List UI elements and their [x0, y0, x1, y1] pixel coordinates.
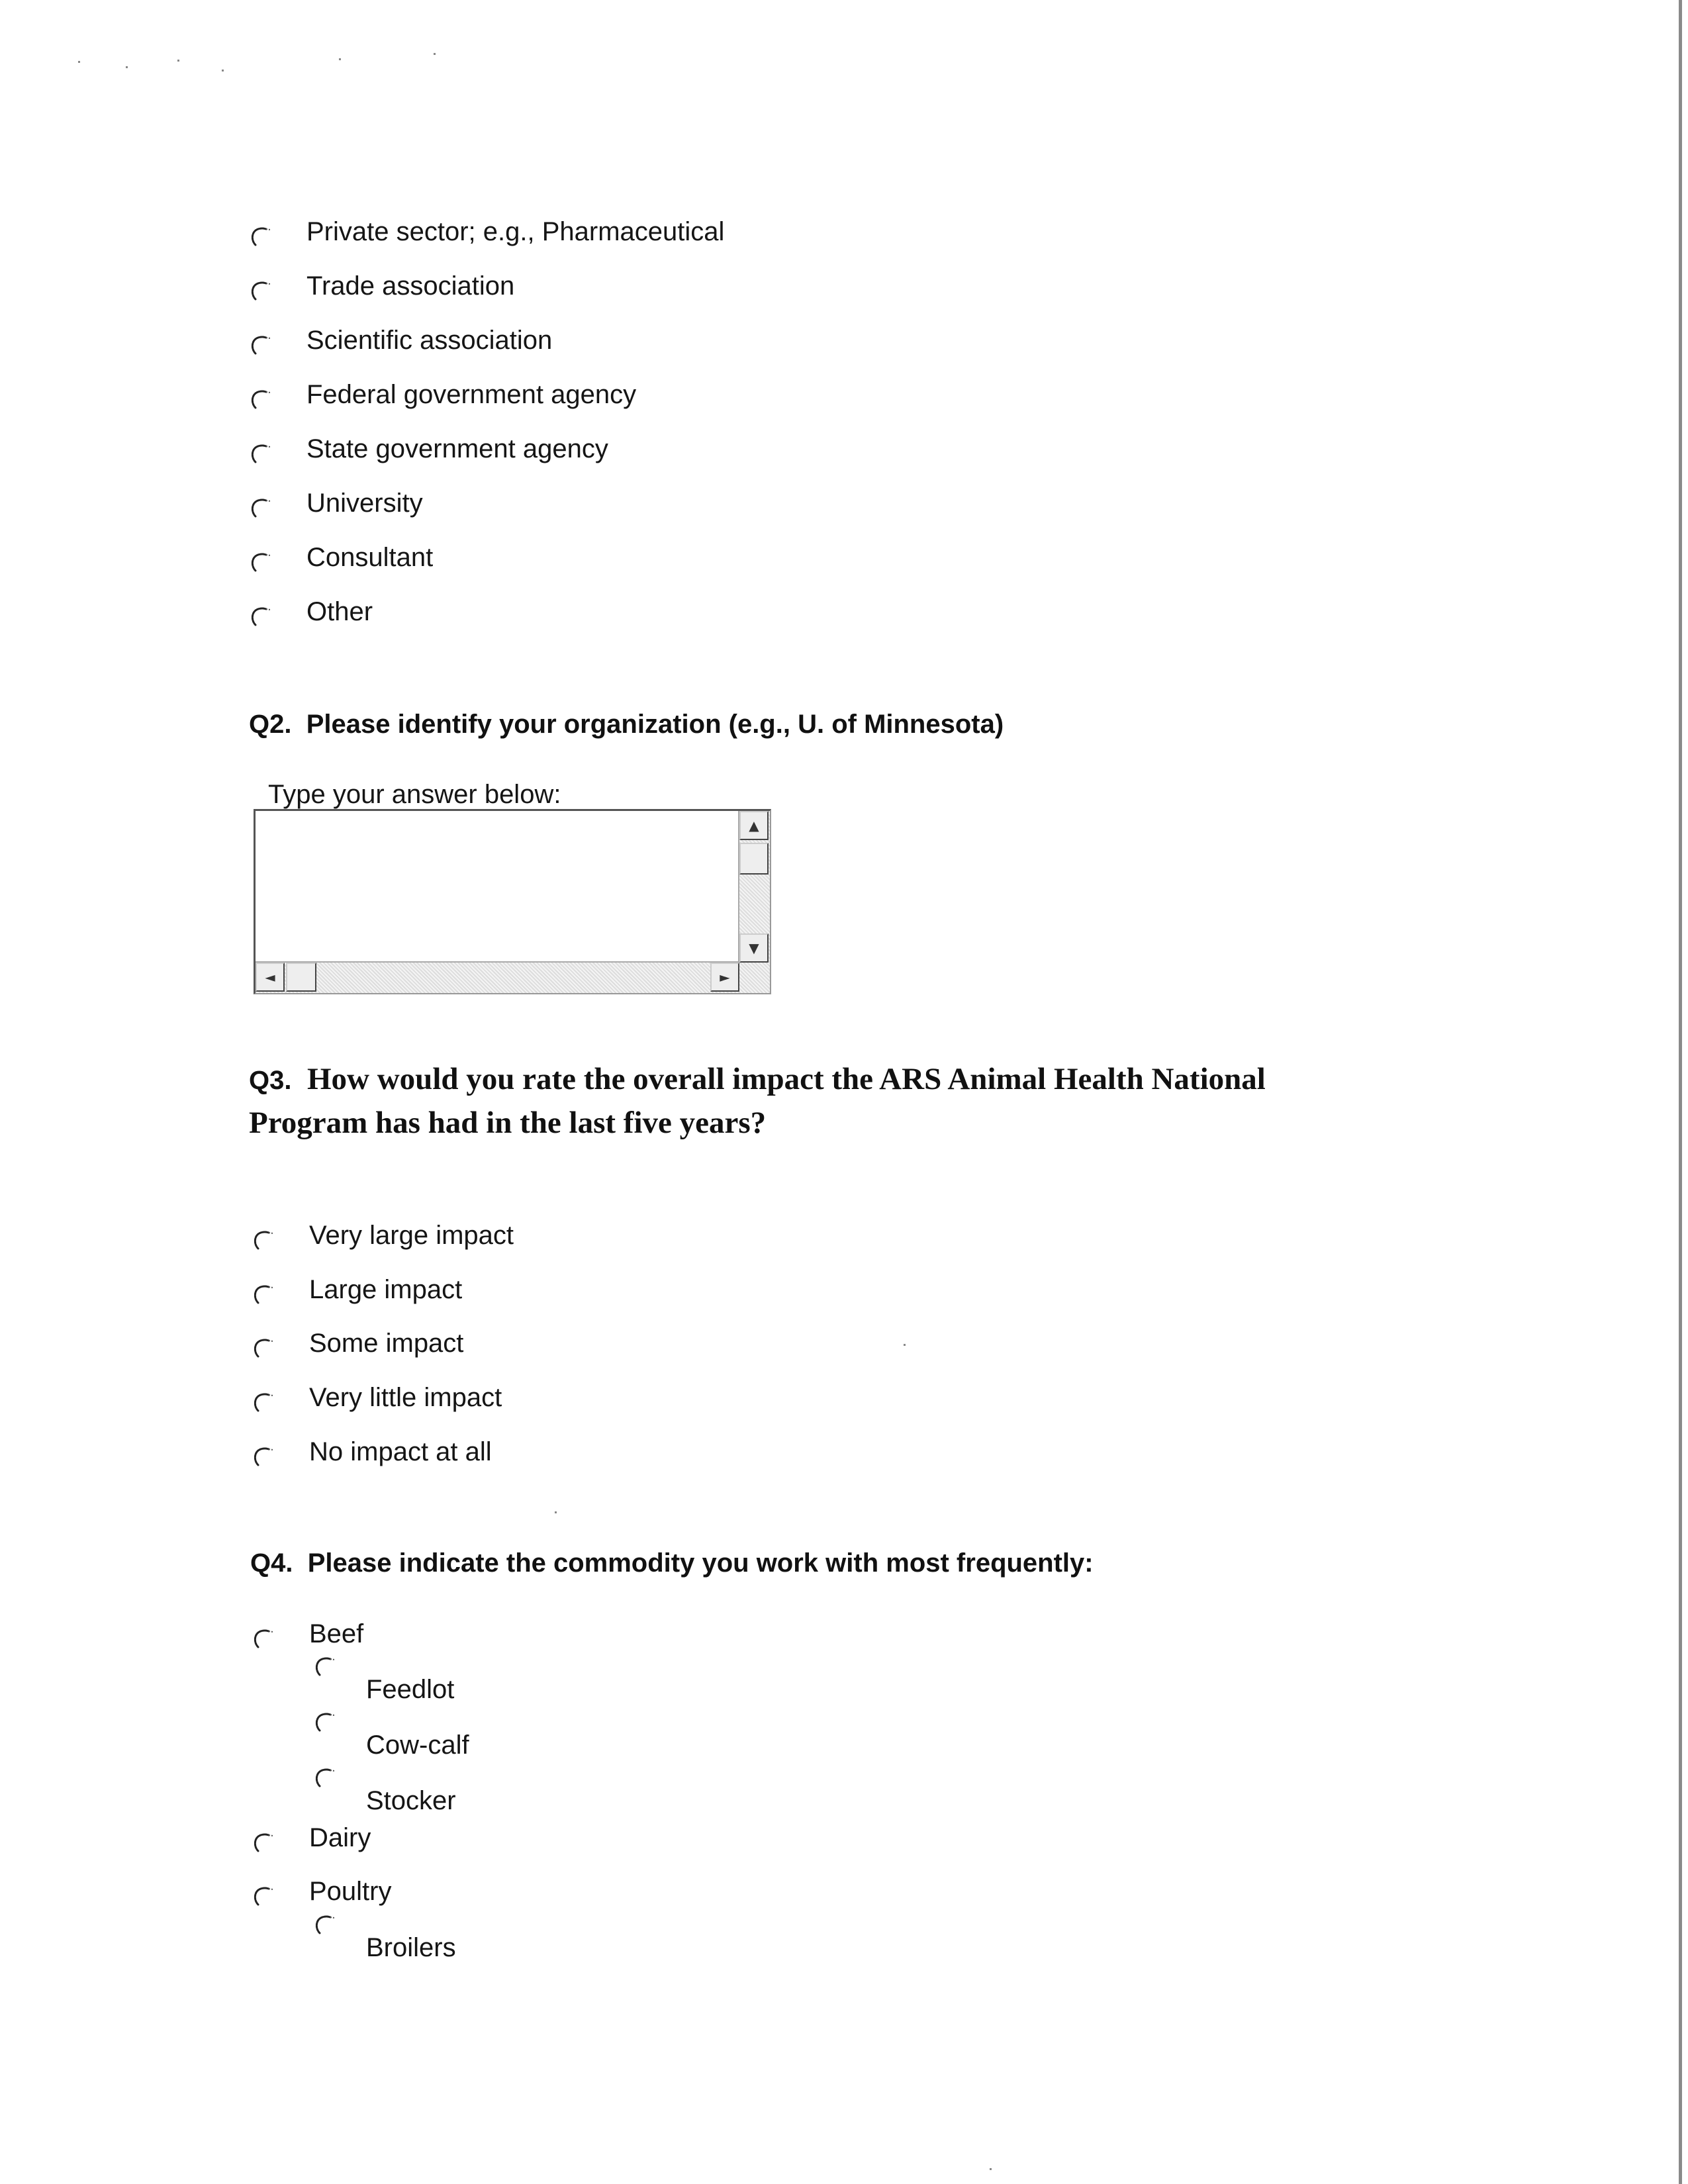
q4-number: Q4.: [250, 1548, 293, 1578]
radio-button-icon[interactable]: [314, 1766, 337, 1789]
q4-option-label: Poultry: [309, 1877, 392, 1906]
q3-option-label: Very little impact: [309, 1383, 502, 1412]
scroll-right-icon[interactable]: ►: [710, 963, 739, 992]
scan-page-edge: [1679, 0, 1682, 2184]
scrollbar-corner: [739, 963, 770, 993]
q1-option-label: Federal government agency: [306, 380, 637, 409]
q3-heading-line1: [249, 1058, 1374, 1102]
q3-option-label: Some impact: [309, 1329, 464, 1358]
radio-button-icon[interactable]: [250, 605, 273, 628]
radio-button-icon[interactable]: [314, 1913, 337, 1936]
scan-speck: [177, 60, 179, 62]
q4-option-label: Cow-calf: [366, 1731, 469, 1760]
q4-option-label: Dairy: [309, 1823, 371, 1852]
q1-option-label: Scientific association: [306, 326, 553, 355]
radio-button-icon[interactable]: [253, 1337, 275, 1359]
q3-option-label: No impact at all: [309, 1437, 492, 1466]
radio-button-icon[interactable]: [253, 1229, 275, 1251]
q2-answer-label: Type your answer below:: [268, 780, 561, 809]
horizontal-scrollbar[interactable]: [256, 961, 739, 993]
scrollbar-thumb-horizontal[interactable]: [286, 963, 316, 992]
radio-button-icon[interactable]: [250, 225, 273, 248]
q1-option-label: Other: [306, 597, 373, 626]
q2-heading: [249, 708, 1004, 740]
q4-option-label: Beef: [309, 1619, 364, 1648]
radio-button-icon[interactable]: [250, 551, 273, 573]
q1-option-label: Trade association: [306, 271, 515, 301]
q4-option-label: Broilers: [366, 1933, 456, 1962]
q1-option-label: State government agency: [306, 434, 608, 463]
radio-button-icon[interactable]: [253, 1627, 275, 1650]
radio-button-icon[interactable]: [250, 334, 273, 356]
q4-question: Please indicate the commodity you work with most frequently:: [307, 1548, 1094, 1578]
radio-button-icon[interactable]: [253, 1445, 275, 1468]
q2-number: Q2.: [249, 710, 292, 739]
scan-speck: [904, 1344, 906, 1346]
q3-number: Q3.: [249, 1066, 292, 1095]
q1-option-label: Consultant: [306, 543, 434, 572]
q4-heading: [250, 1547, 1094, 1579]
q3-question-line1: How would you rate the overall impact the ARS Animal Health National: [306, 1062, 1266, 1096]
q4-option-label: Stocker: [366, 1786, 456, 1815]
radio-button-icon[interactable]: [250, 388, 273, 410]
q3-option-label: Large impact: [309, 1275, 463, 1304]
scrollbar-thumb-vertical[interactable]: [739, 843, 769, 875]
scan-speck: [126, 66, 128, 68]
radio-button-icon[interactable]: [253, 1283, 275, 1306]
radio-button-icon[interactable]: [314, 1655, 337, 1678]
radio-button-icon[interactable]: [253, 1885, 275, 1907]
scan-speck: [555, 1511, 557, 1513]
scan-speck: [78, 61, 80, 63]
scroll-left-icon[interactable]: ◄: [256, 963, 285, 992]
q4-option-label: Feedlot: [366, 1675, 455, 1704]
scan-speck: [339, 58, 341, 60]
radio-button-icon[interactable]: [314, 1711, 337, 1733]
scroll-down-icon[interactable]: ▼: [739, 933, 769, 963]
radio-button-icon[interactable]: [253, 1831, 275, 1854]
radio-button-icon[interactable]: [250, 442, 273, 465]
radio-button-icon[interactable]: [250, 497, 273, 519]
q1-option-label: Private sector; e.g., Pharmaceutical: [306, 217, 725, 246]
scan-speck: [990, 2168, 992, 2170]
q2-answer-textarea[interactable]: [254, 809, 771, 994]
vertical-scrollbar[interactable]: [738, 811, 770, 963]
q3-heading: [249, 1058, 1374, 1144]
scroll-up-icon[interactable]: ▲: [739, 811, 769, 840]
radio-button-icon[interactable]: [250, 279, 273, 302]
q3-option-label: Very large impact: [309, 1221, 514, 1250]
scan-speck: [222, 70, 224, 71]
radio-button-icon[interactable]: [253, 1391, 275, 1413]
q2-question: Please identify your organization (e.g., U. of Minnesota): [306, 710, 1004, 739]
scan-speck: [434, 53, 436, 55]
q1-option-label: University: [306, 489, 423, 518]
q3-question-line2: Program has had in the last five years?: [249, 1106, 767, 1140]
